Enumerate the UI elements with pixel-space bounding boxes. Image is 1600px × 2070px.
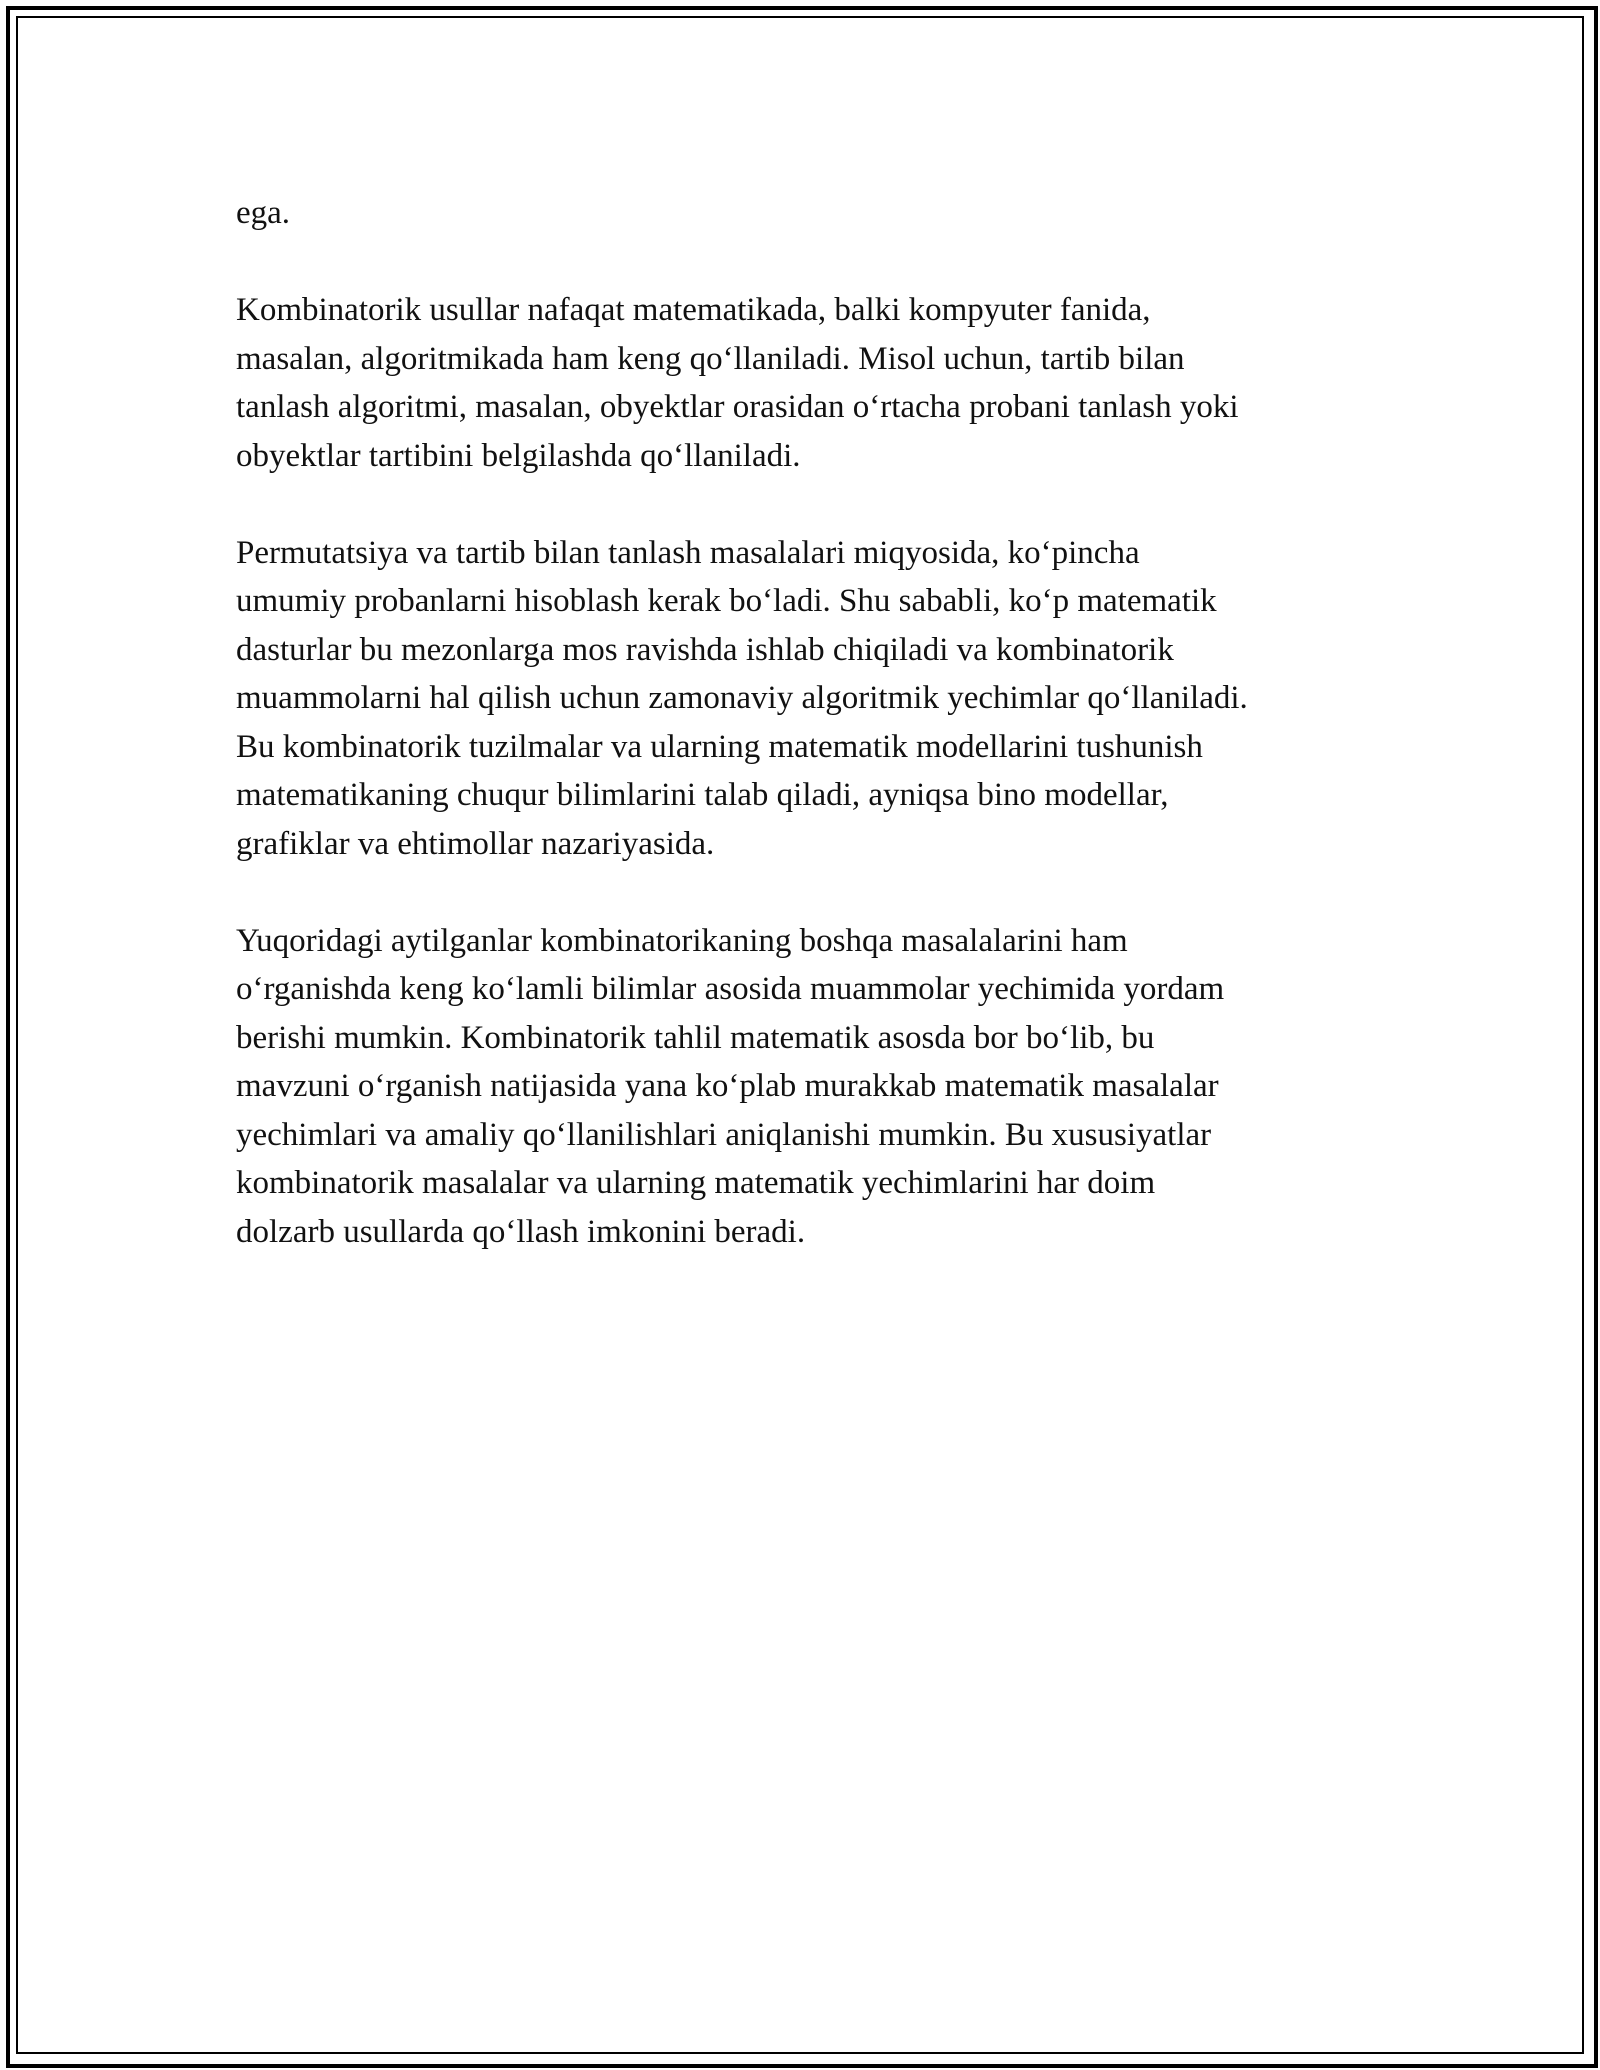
document-body xyxy=(236,189,1386,1305)
paragraph-combinatorics-in-cs: Kombinatorik usullar nafaqat matematikada, balki kompyuter fanida, masalan, algoritmikada ham keng qo‘llaniladi. Misol uchun, tartib bilan tanlash algoritmi, masalan, obyektlar orasidan o‘rtacha probani tanlash yoki obyektlar tartibini belgilashda qo‘llaniladi. xyxy=(236,292,1239,474)
paragraph-continuation: ega. xyxy=(236,195,291,231)
paragraph-permutations: Permutatsiya va tartib bilan tanlash masalalari miqyosida, ko‘pincha umumiy probanlarni hisoblash kerak bo‘ladi. Shu sababli, ko‘p matematik dasturlar bu mezonlarga mos ravishda ishlab chiqiladi va kombinatorik muammolarni hal qilish uchun zamonaviy algoritmik yechimlar qo‘llaniladi. Bu kombinatorik tuzilmalar va ularning matematik modellarini tushunish matematikaning chuqur bilimlarini talab qiladi, ayniqsa bino modellar, grafiklar va ehtimollar nazariyasida. xyxy=(236,534,1248,862)
paragraph-conclusion: Yuqoridagi aytilganlar kombinatorikaning boshqa masalalarini ham o‘rganishda keng ko‘lamli bilimlar asosida muammolar yechimida yordam berishi mumkin. Kombinatorik tahlil matematik asosda bor bo‘lib, bu mavzuni o‘rganish natijasida yana ko‘plab murakkab matematik masalalar yechimlari va amaliy qo‘llanilishlari aniqlanishi mumkin. Bu xususiyatlar kombinatorik masalalar va ularning matematik yechimlarini har doim dolzarb usullarda qo‘llash imkonini beradi. xyxy=(236,922,1225,1250)
